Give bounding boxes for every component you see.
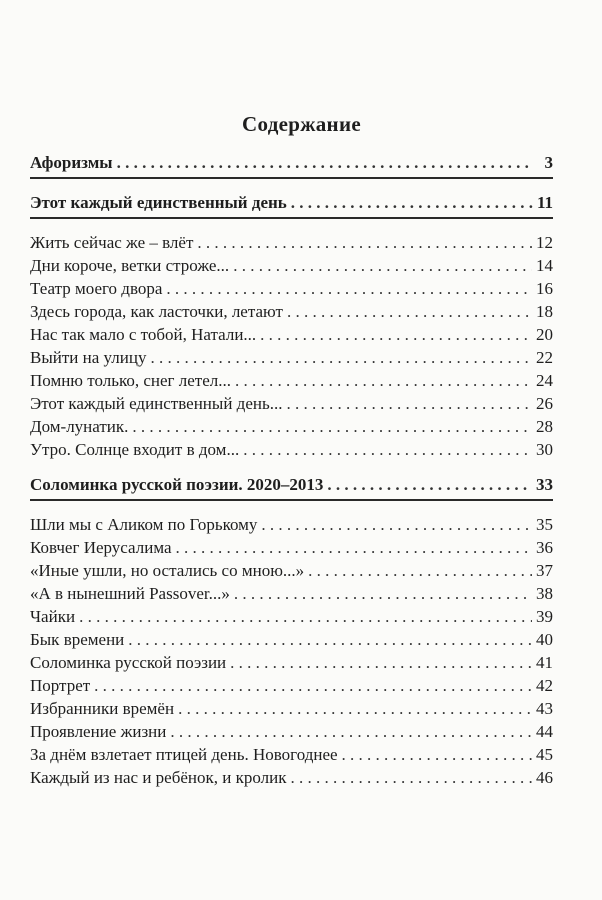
dot-leader: [94, 674, 532, 697]
toc-entry-title: Жить сейчас же – влёт: [30, 233, 194, 252]
toc-entry-page: 45: [536, 745, 553, 764]
dot-leader: [79, 605, 532, 628]
toc-entry-title: Ковчег Иерусалима: [30, 538, 172, 557]
toc-entry-page: 35: [536, 515, 553, 534]
toc-entry[interactable]: [30, 766, 553, 789]
toc-entry-title: Дни короче, ветки строже...: [30, 256, 230, 275]
toc-entry[interactable]: [30, 513, 553, 536]
dot-leader: [291, 191, 533, 214]
toc-entry-page: 42: [536, 676, 553, 695]
section-divider: [30, 177, 553, 179]
dot-leader: [287, 300, 532, 323]
toc-entry-title: Соломинка русской поэзии. 2020–2013: [30, 475, 324, 494]
toc-entry[interactable]: [30, 231, 553, 254]
dot-leader: [170, 720, 532, 743]
toc-entry-page: 39: [536, 607, 553, 626]
section-divider: [30, 217, 553, 219]
toc-entry-title: Бык времени: [30, 630, 125, 649]
toc-entry-title: Каждый из нас и ребёнок, и кролик: [30, 768, 287, 787]
dot-leader: [178, 697, 532, 720]
dot-leader: [150, 346, 532, 369]
toc-entry-title: «Иные ушли, но остались со мною...»: [30, 561, 305, 580]
dot-leader: [234, 582, 532, 605]
toc-entry[interactable]: [30, 582, 553, 605]
toc-entry-title: Соломинка русской поэзии: [30, 653, 227, 672]
dot-leader: [286, 392, 532, 415]
toc-entry[interactable]: [30, 254, 553, 277]
dot-leader: [176, 536, 532, 559]
toc-entry-title: Выйти на улицу: [30, 348, 147, 367]
toc-entry-page: 46: [536, 768, 553, 787]
toc-entry-page: 37: [536, 561, 553, 580]
toc-entry-page: 41: [536, 653, 553, 672]
dot-leader: [166, 277, 532, 300]
dot-leader: [235, 369, 532, 392]
dot-leader: [117, 151, 533, 174]
toc-section-heading[interactable]: [30, 151, 553, 174]
toc-entry-title: Утро. Солнце входит в дом...: [30, 440, 240, 459]
toc-entry-page: 22: [536, 348, 553, 367]
toc-section-heading[interactable]: [30, 473, 553, 496]
toc-entry[interactable]: [30, 674, 553, 697]
dot-leader: [261, 513, 532, 536]
toc-entry-page: 43: [536, 699, 553, 718]
toc-entry[interactable]: [30, 536, 553, 559]
toc-entry-title: Театр моего двора: [30, 279, 163, 298]
toc-entry-title: «А в нынешний Passover...»: [30, 584, 230, 603]
dot-leader: [197, 231, 532, 254]
toc-entry[interactable]: [30, 438, 553, 461]
toc-entry-title: Дом-лунатик.: [30, 417, 129, 436]
page-title: Содержание: [242, 112, 361, 136]
dot-leader: [233, 254, 532, 277]
toc-entry-page: 36: [536, 538, 553, 557]
dot-leader: [243, 438, 532, 461]
dot-leader: [342, 743, 532, 766]
toc-entry-page: 20: [536, 325, 553, 344]
toc-entry-title: Нас так мало с тобой, Натали...: [30, 325, 257, 344]
toc-entry-page: 30: [536, 440, 553, 459]
dot-leader: [291, 766, 533, 789]
toc-entry-page: 33: [536, 475, 553, 494]
toc-entry-page: 12: [536, 233, 553, 252]
toc-section-heading[interactable]: [30, 191, 553, 214]
toc-entry-page: 18: [536, 302, 553, 321]
toc-entry-page: 14: [536, 256, 553, 275]
dot-leader: [132, 415, 532, 438]
toc-entry[interactable]: [30, 277, 553, 300]
toc-entry-title: За днём взлетает птицей день. Новогоднее: [30, 745, 338, 764]
toc-entry[interactable]: [30, 300, 553, 323]
dot-leader: [260, 323, 532, 346]
toc-entry[interactable]: [30, 651, 553, 674]
section-divider: [30, 499, 553, 501]
toc-entry-title: Помню только, снег летел...: [30, 371, 232, 390]
toc-entry-title: Здесь города, как ласточки, летают: [30, 302, 283, 321]
toc-entry[interactable]: [30, 369, 553, 392]
dot-leader: [128, 628, 532, 651]
toc-entry-title: Афоризмы: [30, 153, 113, 172]
toc-entry[interactable]: [30, 323, 553, 346]
spacer: [30, 461, 553, 473]
toc-entry[interactable]: [30, 392, 553, 415]
toc-entry-page: 24: [536, 371, 553, 390]
toc-entry[interactable]: [30, 720, 553, 743]
toc-entry[interactable]: [30, 346, 553, 369]
toc-entry[interactable]: [30, 743, 553, 766]
dot-leader: [230, 651, 532, 674]
toc-entry-page: 28: [536, 417, 553, 436]
toc-entry[interactable]: [30, 559, 553, 582]
toc-entry[interactable]: [30, 697, 553, 720]
toc-entry-title: Этот каждый единственный день...: [30, 394, 283, 413]
toc-entry-title: Проявление жизни: [30, 722, 167, 741]
toc-entry[interactable]: [30, 628, 553, 651]
toc-entry-page: 11: [536, 193, 553, 212]
toc-entry-title: Шли мы с Аликом по Горькому: [30, 515, 258, 534]
toc-entry-title: Чайки: [30, 607, 76, 626]
dot-leader: [327, 473, 532, 496]
toc-entry-title: Этот каждый единственный день: [30, 193, 287, 212]
table-of-contents: [30, 112, 553, 789]
toc-entry-page: 16: [536, 279, 553, 298]
toc-entry-page: 44: [536, 722, 553, 741]
toc-entry-page: 38: [536, 584, 553, 603]
toc-entry-page: 40: [536, 630, 553, 649]
toc-entry-title: Портрет: [30, 676, 91, 695]
toc-entry-page: 3: [544, 153, 553, 172]
dot-leader: [308, 559, 532, 582]
toc-entry-page: 26: [536, 394, 553, 413]
toc-entry-title: Избранники времён: [30, 699, 175, 718]
toc-entry[interactable]: [30, 415, 553, 438]
toc-entry[interactable]: [30, 605, 553, 628]
